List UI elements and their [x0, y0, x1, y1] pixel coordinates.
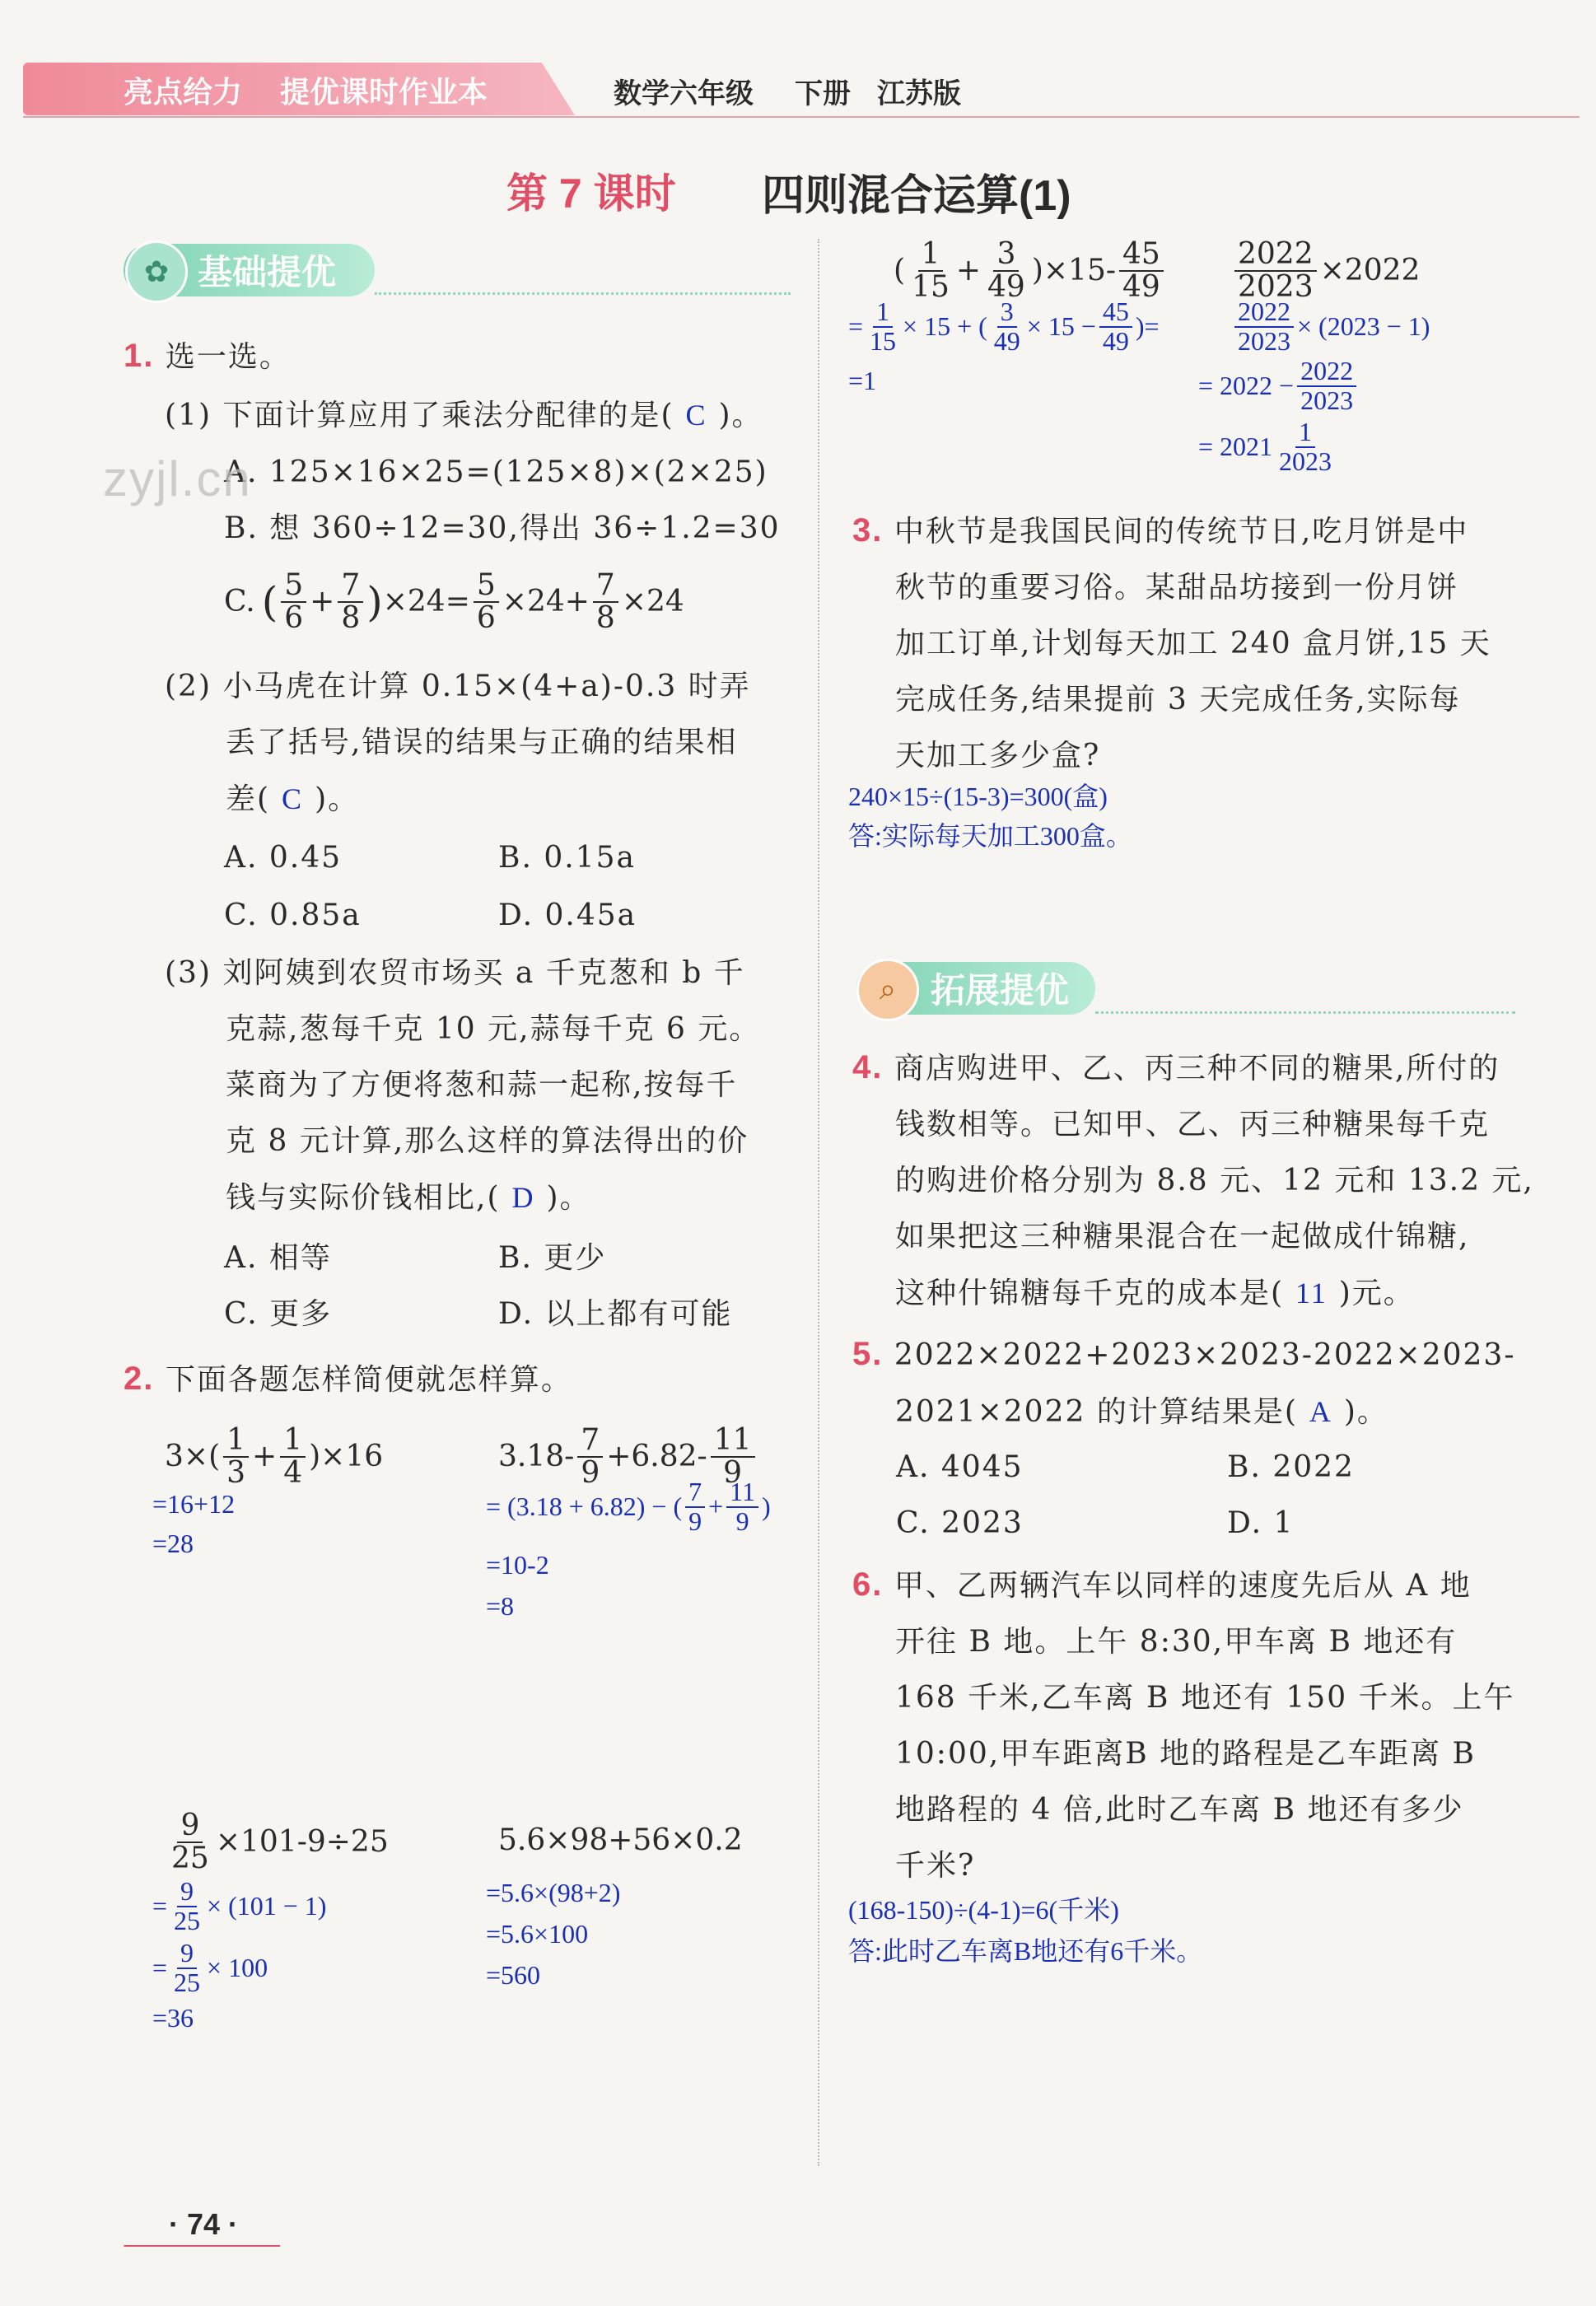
q1-p3-opt-c: C. 更多: [224, 1297, 333, 1331]
q1-p3-opt-a: A. 相等: [224, 1241, 332, 1275]
expr-2-step: =8: [486, 1591, 515, 1621]
expr-2-step: = (3.18 + 6.82) − ( $\frac{7}{9}$ + $\frac{11}{9}$ ): [486, 1477, 771, 1536]
question-stem: 选一选。: [165, 340, 291, 374]
answer: D: [511, 1181, 535, 1214]
q5-opt-b: B. 2022: [1227, 1450, 1355, 1484]
expr-3-step: = $\frac{9}{25}$ × 100: [152, 1938, 268, 1997]
header-volume: 下册: [795, 78, 851, 110]
expr-1-step: =28: [152, 1529, 194, 1558]
question-number: 5.: [852, 1336, 884, 1372]
expr-5-step: =1: [848, 366, 877, 395]
expr-4-step: =5.6×100: [486, 1919, 589, 1949]
q1-part2: (2) 小马虎在计算 0.15×(4+a)-0.3 时弄 丢了括号,错误的结果与正确的结果相 差( C )。: [165, 670, 751, 816]
q6-answer: 答:此时乙车离B地还有6千米。: [848, 1936, 1203, 1966]
expr-5-step: = $\frac{1}{15}$ × 15 + ( $\frac{3}{49}$ × 15 − $\frac{45}{49}$ )=: [848, 296, 1160, 356]
q1-part1: (1) 下面计算应用了乘法分配律的是( C )。: [165, 399, 763, 432]
question-2: [124, 1351, 799, 1408]
expr-4: 5.6×98+56×0.2: [498, 1823, 743, 1857]
q6-work: (168-150)÷(4-1)=6(千米): [848, 1895, 1119, 1925]
q1-option-c: C. ( $\frac{5}{6}$ + $\frac{7}{8}$ ) ×24= $\frac{5}{6}$ ×24+ $\frac{7}{8}$ ×24: [224, 568, 684, 635]
answer: 11: [1295, 1277, 1328, 1309]
q5-opt-c: C. 2023: [896, 1506, 1024, 1540]
watermark: zyjl.cn: [103, 451, 252, 506]
expr-3-step: =36: [152, 2003, 194, 2033]
expr-6-step: = 2022 − $\frac{2022}{2023}$: [1198, 357, 1360, 414]
q1-p3-opt-d: D. 以上都有可能: [498, 1297, 733, 1331]
q1-option-b: B. 想 360÷12=30,得出 36÷1.2=30: [224, 511, 781, 545]
q5-opt-a: A. 4045: [896, 1450, 1024, 1484]
question-number: 2.: [124, 1361, 155, 1397]
answer: A: [1309, 1395, 1332, 1428]
magnifier-icon: ⌕: [856, 959, 919, 1021]
expr-2: 3.18- $\frac{7}{9}$ +6.82- $\frac{11}{9}$: [498, 1425, 758, 1489]
expr-3: $\frac{9}{25}$ ×101-9÷25: [171, 1809, 389, 1875]
q1-p3-opt-b: B. 更少: [498, 1241, 607, 1275]
question-5: 5. 2022×2022+2023×2023-2022×2023- 2021×2022 的计算结果是( A )。: [852, 1336, 1516, 1429]
column-divider: [818, 239, 819, 2166]
lesson-topic: 四则混合运算(1): [762, 172, 1071, 220]
expr-1: 3×( $\frac{1}{3}$ + $\frac{1}{4}$ )×16: [165, 1423, 384, 1490]
q1-p2-opt-d: D. 0.45a: [498, 899, 637, 932]
question-3: 3. 中秋节是我国民间的传统节日,吃月饼是中 秋节的重要习俗。某甜品坊接到一份月饼 加工订单,计划每天加工 240 盒月饼,15 天 完成任务,结果提前 3 天完成任务,实际每 天加工多少盒?: [852, 512, 1491, 773]
section-extend-label: 拓展提优: [931, 971, 1070, 1010]
header-brand: 亮点给力: [124, 75, 243, 109]
expr-2-step: =10-2: [486, 1550, 549, 1580]
expr-6-step: = 2021 $\frac{1}{2023}$: [1198, 417, 1332, 476]
section-extend-rule: [1095, 1011, 1515, 1014]
expr-4-step: =560: [486, 1960, 541, 1990]
header-edition: 江苏版: [877, 78, 961, 110]
expr-6: $\frac{2022}{2023}$ ×2022: [1231, 239, 1420, 303]
question-4: 4. 商店购进甲、乙、丙三种不同的糖果,所付的 钱数相等。已知甲、乙、丙三种糖果每千克 的购进价格分别为 8.8 元、12 元和 13.2 元, 如果把这三种糖果混合在一起做成什锦糖, 这种什锦糖每千克的成本是( 11 )元。: [852, 1049, 1534, 1310]
expr-3-step: = $\frac{9}{25}$ × (101 − 1): [152, 1876, 327, 1935]
leaf-icon: ✿: [125, 240, 188, 303]
section-basic-label: 基础提优: [198, 253, 337, 292]
q5-opt-d: D. 1: [1227, 1506, 1295, 1540]
expr-4-step: =5.6×(98+2): [486, 1878, 621, 1907]
expr-5: ( $\frac{1}{15}$ + $\frac{3}{49}$ )×15- $\frac{45}{49}$: [894, 239, 1167, 303]
section-basic-rule: [375, 292, 791, 295]
question-6: 6. 甲、乙两辆汽车以同样的速度先后从 A 地 开往 B 地。上午 8:30,甲车离 B 地还有 168 千米,乙车离 B 地还有 150 千米。上午 10:00,甲车距离B 地的路程是乙车距离 B 地路程的 4 倍,此时乙车离 B 地还有多少 千米?: [852, 1566, 1515, 1883]
lesson-number: 第 7 课时: [506, 170, 676, 217]
q3-answer: 答:实际每天加工300盒。: [848, 821, 1132, 851]
q1-p2-opt-b: B. 0.15a: [498, 841, 636, 875]
question-number: 4.: [852, 1049, 884, 1085]
question-number: 1.: [124, 338, 155, 374]
expr-1-step: =16+12: [152, 1489, 236, 1519]
q1-p2-opt-c: C. 0.85a: [224, 899, 362, 932]
footer-rule: [124, 2245, 280, 2247]
q3-work: 240×15÷(15-3)=300(盒): [848, 782, 1108, 811]
q1-part3: (3) 刘阿姨到农贸市场买 a 千克葱和 b 千 克蒜,葱每千克 10 元,蒜每千克 6 元。 菜商为了方便将葱和蒜一起称,按每千 克 8 元计算,那么这样的算法得出的价 钱与实际价钱相比,( D )。: [165, 956, 761, 1215]
answer: C: [685, 399, 707, 432]
page-number: · 74 ·: [169, 2207, 239, 2241]
header-series: 提优课时作业本: [280, 75, 488, 109]
question-1: [124, 328, 799, 385]
question-stem: 下面各题怎样简便就怎样算。: [165, 1363, 572, 1397]
header-subject: 数学六年级: [614, 78, 754, 110]
header-rule: [23, 116, 1580, 118]
q1-option-a: A. 125×16×25=(125×8)×(2×25): [224, 455, 768, 489]
answer: C: [282, 782, 304, 815]
question-number: 3.: [852, 512, 884, 548]
q1-p2-opt-a: A. 0.45: [224, 841, 343, 875]
expr-6-step: $\frac{2022}{2023}$ × (2023 − 1): [1231, 298, 1430, 355]
question-number: 6.: [852, 1566, 884, 1603]
